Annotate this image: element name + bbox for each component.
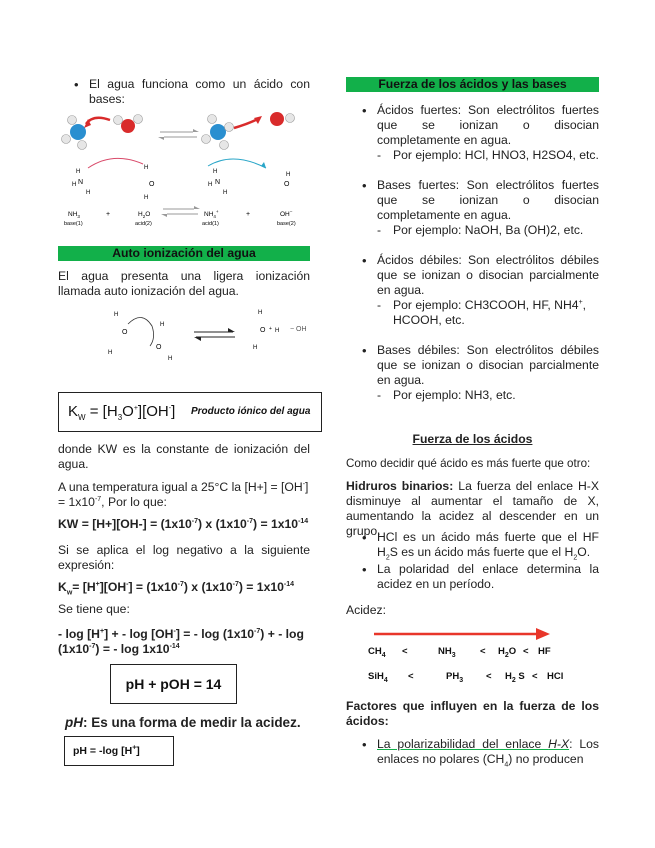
water-molecule-1 — [114, 115, 143, 134]
factores-list — [346, 737, 599, 767]
ph-poh-equation: pH + pOH = 14 — [125, 676, 222, 692]
auto-ionization-diagram — [98, 302, 310, 364]
ammonia-water-diagram — [58, 106, 310, 234]
kw-formula: $K_W = [H_3O^+][OH^-]$ — [68, 403, 176, 422]
strong-bases-text: • Bases fuertes: Son electrólitos fuertes que se ionizan o disocian completamente en agua. — [377, 178, 599, 222]
d2-o-1: O — [122, 329, 128, 336]
factores-heading: Factores que influyen en la fuerza de los ácidos: — [346, 699, 599, 728]
plus-sign-2: + — [246, 211, 251, 218]
strong-acids-example: - Por ejemplo: HCl, HNO3, H2SO4, etc. — [377, 148, 599, 163]
svg-text:NH4+ — [204, 209, 219, 219]
hydroxide-molecule — [270, 112, 295, 126]
acidity-row-period2: $CH_4$ < $NH_3$ < $H_2O$ < HF — [368, 646, 551, 659]
h-label-a: H — [76, 169, 81, 175]
ph-formula-box — [64, 736, 174, 766]
section-auto-ionization: Auto ionización del agua — [58, 246, 310, 261]
ph-definition: pH: Es una forma de medir la acidez. — [65, 715, 301, 730]
strong-bases-item — [346, 178, 599, 238]
d2-o-3: O — [260, 327, 266, 334]
o-label-b: O — [284, 181, 290, 188]
h-label-f: H — [213, 169, 218, 175]
acid1-label: acid(1) — [202, 221, 219, 227]
acidity-arrow — [374, 627, 550, 641]
hcl-comparison-item: • HCl es un ácido más fuerte que el HF $H_2S$ es un ácido más fuerte que el $H_2O$. — [346, 530, 599, 560]
h-label-e: H — [144, 195, 149, 201]
nh3-subscript: 3 — [77, 214, 80, 219]
o-label-a: O — [149, 181, 155, 188]
base1-label: base(1) — [64, 221, 83, 227]
water-acid-bullet — [58, 77, 310, 107]
svg-text:OH− — [280, 209, 293, 218]
strong-bases-example: - Por ejemplo: NaOH, Ba (OH)2, etc. — [377, 223, 599, 238]
auto-ionization-text: El agua presenta una ligera ionización llamada auto ionización del agua. — [58, 269, 310, 298]
base2-label: base(2) — [277, 221, 296, 227]
h-label-g: H — [208, 182, 213, 188]
h-label-c: H — [86, 190, 91, 196]
kw-description: donde KW es la constante de ionización del agua. — [58, 442, 310, 471]
kw-equation-1: KW = $[H+][OH-] = (1x10^{-7})$ x $(1x10^{-7}) = 1x10^{-14}$ — [58, 517, 309, 531]
plus-sign-1: + — [106, 211, 111, 218]
svg-text:H2O — [138, 211, 150, 219]
se-tiene-text: Se tiene que: — [58, 602, 130, 616]
water-bullet-list — [58, 77, 310, 107]
kw-product-label: Producto iónico del agua — [191, 406, 311, 417]
ammonia-molecule-1 — [62, 116, 87, 150]
hidruros-text: Hidruros binarios: La fuerza del enlace H-X disminuye al aumentar el tamaño de X, aumentando la acidez al descender en un grupo. — [346, 479, 599, 538]
oh-formula: OH — [280, 211, 290, 218]
kw-formula-box — [58, 392, 322, 432]
h-label-d: H — [144, 165, 149, 171]
nh4-superscript: + — [215, 209, 219, 214]
weak-bases-example: - Por ejemplo: NH3, etc. — [377, 388, 599, 403]
como-decidir-text: Como decidir qué ácido es más fuerte que otro: — [346, 457, 591, 470]
weak-acids-item — [346, 253, 599, 328]
n-label-b: N — [215, 179, 221, 186]
acidity-row-period3: SiH$_4$ < $PH_3$ < $H_2$ S < HCl — [368, 671, 564, 684]
ammonium-molecule — [202, 115, 234, 150]
weak-bases-text: • Bases débiles: Son electrólitos débiles que se ionizan o disocian parcialmente en agua. — [377, 343, 599, 387]
polarizabilidad-item: • La polarizabilidad del enlace H-X: Los enlaces no polares $(CH_4)$ no producen — [346, 737, 599, 767]
acid-base-types-list — [346, 103, 599, 403]
weak-acids-example: - Por ejemplo: CH3COOH, HF, NH4+, HCOOH, etc. — [377, 298, 599, 328]
acidez-label: Acidez: — [346, 603, 386, 617]
d2-oh: − OH — [290, 326, 307, 333]
ph-poh-box — [110, 664, 237, 704]
d2-h-7: H — [253, 345, 258, 351]
section-fuerza-acidos-bases: Fuerza de los ácidos y las bases — [346, 77, 599, 92]
strong-acids-item — [346, 103, 599, 163]
d2-plus: + — [269, 326, 272, 332]
log-text: Si se aplica el log negativo a la siguiente expresión: — [58, 543, 310, 572]
h-label-b: H — [72, 182, 77, 188]
h2o-formula-o: O — [145, 211, 151, 218]
d2-h-5: H — [258, 310, 263, 316]
h2o-subscript: 2 — [142, 214, 146, 219]
nh4-formula: NH — [204, 211, 214, 218]
nh3-formula: NH — [68, 211, 78, 218]
log-equation: - log [H+] + - log [OH-] = - $\log (1x10^{-7})$ + - $\log (1x10^{-7})$ = - $\log 1x10^{-14}$ — [58, 627, 304, 656]
equilibrium-arrows-1 — [158, 129, 199, 140]
h-label-i: H — [286, 172, 291, 178]
d2-h-2: H — [108, 350, 113, 356]
h2o-formula-h: H — [138, 211, 143, 218]
weak-acids-text: • Ácidos débiles: Son electrólitos débiles que se ionizan o disocian parcialmente en agua. — [377, 253, 599, 297]
equilibrium-arrows-3 — [194, 328, 235, 341]
water-acid-text: El agua funciona como un ácido con bases: — [89, 77, 310, 106]
d2-h-6: H — [275, 328, 280, 334]
nh4-subscript: 4 — [213, 214, 216, 219]
h-label-h: H — [223, 190, 228, 196]
kw-equation-2: $K_w= [H^+][OH^-] = (1x10^{-7})$ x $(1x10^{-7}) = 1x10^{-14}$ — [58, 580, 295, 597]
equilibrium-arrows-2 — [161, 206, 200, 217]
d2-h-3: H — [160, 322, 165, 328]
heading-fuerza-acidos: Fuerza de los ácidos — [412, 432, 533, 446]
d2-h-4: H — [168, 356, 173, 362]
temperature-text: A una temperatura igual a 25°C la $[H+] = [OH^-] = 1x10^{-7}$, Por lo que: — [58, 480, 309, 509]
heading-fuerza-acidos-wrap — [346, 432, 599, 447]
oh-superscript: − — [289, 209, 293, 214]
n-label-a: N — [78, 179, 84, 186]
acid2-label: acid(2) — [135, 221, 152, 227]
weak-bases-item — [346, 343, 599, 403]
svg-text:NH3 — [68, 211, 80, 219]
strong-acids-text: • Ácidos fuertes: Son electrólitos fuertes que se ionizan o disocian completamente en agua. — [377, 103, 599, 147]
d2-h-1: H — [114, 312, 119, 318]
d2-o-2: O — [156, 344, 162, 351]
ph-formula: pH = -log [H+] — [73, 744, 140, 757]
hidruros-list — [346, 530, 599, 592]
polaridad-item: • La polaridad del enlace determina la acidez en un período. — [346, 562, 599, 592]
